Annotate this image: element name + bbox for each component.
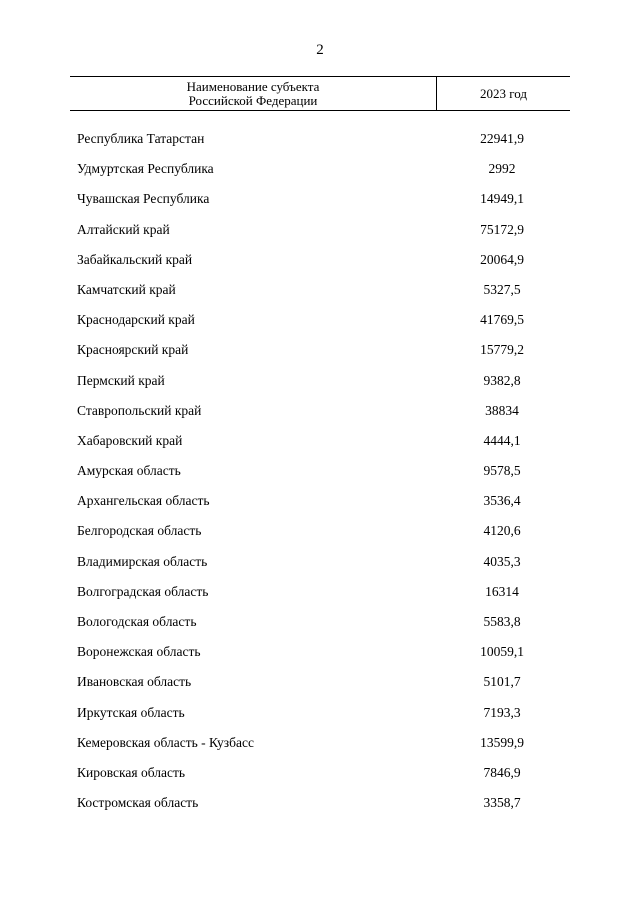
header-year: 2023 год	[480, 85, 527, 101]
region-value: 7193,3	[483, 704, 521, 720]
region-name: Амурская область	[77, 463, 181, 479]
table-row	[0, 729, 640, 759]
region-name: Кировская область	[77, 764, 186, 780]
region-value: 14949,1	[480, 191, 524, 207]
table-row	[0, 789, 640, 819]
table-row	[0, 517, 640, 547]
region-value: 4444,1	[483, 432, 521, 448]
region-name: Камчатский край	[77, 281, 176, 297]
region-name: Забайкальский край	[77, 251, 193, 267]
table-row	[0, 216, 640, 246]
page-number: 2	[316, 42, 324, 58]
table-row	[0, 276, 640, 306]
table-row	[0, 306, 640, 336]
region-name: Иркутская область	[77, 704, 185, 720]
region-value: 3536,4	[483, 493, 521, 509]
region-value: 5583,8	[483, 614, 521, 629]
table-row	[0, 608, 640, 638]
region-value: 10059,1	[480, 644, 524, 660]
table-row	[0, 367, 640, 397]
region-name: Пермский край	[77, 372, 165, 388]
region-name: Республика Татарстан	[77, 131, 205, 146]
region-name: Костромская область	[77, 795, 199, 811]
region-name: Красноярский край	[77, 342, 189, 358]
region-name: Кемеровская область - Кузбасс	[77, 734, 254, 750]
region-value: 5327,5	[483, 281, 521, 297]
table-row	[0, 578, 640, 608]
region-name: Чувашская Республика	[77, 191, 210, 207]
table-row	[0, 487, 640, 517]
table-row	[0, 125, 640, 155]
region-name: Белгородская область	[77, 523, 202, 539]
header-subject-name-line1: Наименование субъекта	[186, 78, 320, 94]
table-body	[0, 125, 640, 819]
region-value: 20064,9	[480, 251, 524, 267]
region-value: 38834	[485, 402, 519, 418]
region-value: 41769,5	[480, 312, 524, 328]
region-value: 4035,3	[483, 553, 521, 569]
table-row	[0, 548, 640, 578]
table-row	[0, 457, 640, 487]
region-value: 7846,9	[483, 764, 521, 780]
region-value: 4120,6	[483, 523, 521, 539]
region-name: Удмуртская Республика	[77, 161, 214, 177]
region-value: 15779,2	[480, 342, 524, 358]
table-row	[0, 699, 640, 729]
region-value: 75172,9	[480, 221, 524, 237]
header-subject-name-line2: Российской Федерации	[188, 92, 318, 108]
table-row	[0, 759, 640, 789]
region-value: 9382,8	[483, 372, 521, 388]
region-name: Воронежская область	[77, 644, 201, 660]
region-name: Краснодарский край	[77, 312, 195, 328]
table-row	[0, 336, 640, 366]
region-name: Ставропольский край	[77, 402, 202, 418]
region-value: 9578,5	[483, 463, 521, 479]
table-row	[0, 638, 640, 668]
region-value: 3358,7	[483, 795, 521, 811]
table-row	[0, 185, 640, 215]
region-name: Волгоградская область	[77, 583, 209, 599]
region-value: 5101,7	[483, 674, 521, 690]
region-name: Алтайский край	[77, 221, 170, 237]
table-row	[0, 427, 640, 457]
region-name: Ивановская область	[77, 674, 192, 690]
table-row	[0, 155, 640, 185]
table-header	[70, 76, 570, 111]
region-name: Хабаровский край	[77, 432, 183, 448]
region-value: 13599,9	[480, 734, 524, 750]
region-value: 22941,9	[480, 131, 524, 146]
region-name: Архангельская область	[77, 493, 210, 509]
header-subject-name	[70, 77, 437, 110]
table-row	[0, 246, 640, 276]
table-row	[0, 668, 640, 698]
region-value: 2992	[488, 161, 516, 177]
region-name: Владимирская область	[77, 553, 208, 569]
region-name: Вологодская область	[77, 614, 197, 629]
table-row	[0, 397, 640, 427]
region-value: 16314	[485, 583, 519, 599]
